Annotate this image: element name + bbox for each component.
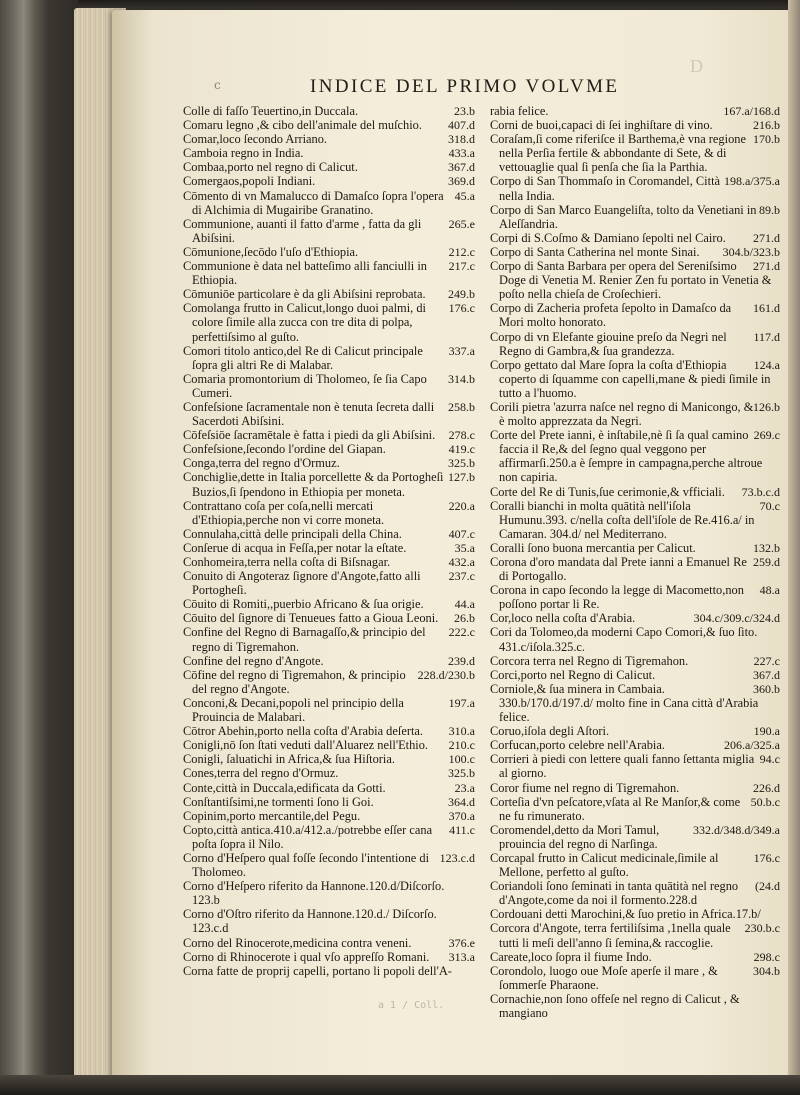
index-entry: [183, 851, 475, 879]
index-entry-text: Communione è data nel batteſimo alli fanciulli in Ethiopia.: [183, 259, 427, 288]
index-entry-text: Corpo di San Marco Euangeliſta, tolto da Venetiani in Aleſſandria.: [490, 202, 757, 231]
index-entry: [490, 781, 780, 795]
book-binding-spine: [0, 0, 78, 1095]
index-entry: [490, 907, 780, 921]
index-entry: [490, 118, 780, 132]
index-entry-page-ref: 176.c: [753, 850, 780, 865]
index-entry-page-ref: 35.a: [454, 540, 475, 555]
index-entry: [490, 132, 780, 174]
index-entry: [490, 964, 780, 992]
index-entry-text: Colle di faſſo Teuertino,in Duccala.: [183, 104, 359, 118]
index-entry-page-ref: 278.c: [448, 428, 475, 443]
index-entry: [183, 301, 475, 343]
index-entry: [183, 104, 475, 118]
index-entry-text: Corpo di vn Elefante giouine preſo da Negri nel Regno di Gambra,& ſua grandezza.: [490, 329, 727, 358]
index-entry-page-ref: 127.b: [448, 470, 475, 485]
index-entry: [183, 668, 475, 696]
index-entry-text: Confeſsione ſacramentale non è tenuta ſecreta dalli Sacerdoti Abiſsini.: [183, 399, 435, 429]
index-entry-text: Cornachie,non ſono offeſe nel regno di Calicut , & mangiano: [490, 991, 740, 1020]
index-entry-page-ref: 407.c: [448, 526, 475, 541]
index-entry-text: Corfucan,porto celebre nell'Arabia.: [490, 738, 665, 753]
index-entry-text: Cori da Tolomeo,da moderni Capo Comori,& ſuo ſito. 431.c/iſola.325.c.: [490, 625, 758, 654]
index-entry-text: Conconi,& Decani,popoli nel principio della Prouincia de Malabari.: [183, 695, 404, 725]
index-entry: [183, 344, 475, 372]
index-entry-page-ref: 220.a: [448, 498, 475, 513]
next-page-edge: [788, 0, 800, 1095]
index-entry: [183, 950, 475, 964]
index-entry-text: Confine del regno d'Angote.: [183, 653, 324, 668]
index-entry: [183, 118, 475, 132]
index-entry: [183, 611, 475, 625]
index-entry-page-ref: 376.e: [448, 935, 475, 950]
index-entry: [183, 146, 475, 160]
index-entry-text: Coraſam,ſi come riferiſce il Barthema,è vna regione nella Perſia fertile & abbondante di Sete, & di vettouaglie qual ſi penſa che ſia la Parthia.: [490, 132, 746, 175]
index-entry-page-ref: 217.c: [448, 259, 475, 274]
index-entry-text: Cōfeſsiōe ſacramētale è fatta i piedi da gli Abiſsini.: [183, 428, 436, 443]
index-entry: [183, 470, 475, 498]
index-entry-text: Corte del Re di Tunis,ſue cerimonie,& vfficiali.: [490, 484, 725, 499]
index-entry: [183, 964, 475, 978]
index-entry-text: Cordouani detti Marochini,& ſuo pretio in Africa.17.b/: [490, 907, 761, 922]
index-entry-text: Corniole,& ſua minera in Cambaia. 330.b/170.d/197.d/ molto fine in Cana città d'Arabia felice.: [490, 681, 759, 725]
index-entry-page-ref: 310.a: [448, 724, 475, 739]
index-entry-text: Comolanga frutto in Calicut,longo duoi palmi, di colore ſimile alla zucca con tre dita di polpa, perfettiſsimo al guſto.: [183, 301, 426, 344]
index-entry: [183, 287, 475, 301]
index-entry-page-ref: 318.d: [448, 132, 475, 147]
index-entry: [490, 174, 780, 202]
index-entry-page-ref: 124.a: [753, 357, 780, 372]
index-entry: [183, 245, 475, 259]
index-entry-page-ref: 48.a: [759, 583, 780, 598]
index-entry-text: Corna fatte de proprij capelli, portano li popoli dell'A-: [183, 963, 452, 978]
index-entry: [183, 132, 475, 146]
index-entry: [183, 781, 475, 795]
index-entry-page-ref: 50.b.c: [750, 794, 780, 809]
index-entry-text: Camboia regno in India.: [183, 146, 304, 161]
index-entry: [490, 499, 780, 541]
index-entry-page-ref: 271.d: [753, 259, 780, 274]
index-entry-page-ref: 249.b: [448, 287, 475, 302]
index-entry-page-ref: 123.c.d: [439, 850, 475, 865]
index-entry-page-ref: (24.d: [755, 879, 780, 894]
index-entry-page-ref: 126.b: [753, 399, 780, 414]
index-entry: [490, 203, 780, 231]
index-entry-text: Conuito di Angoteraz ſignore d'Angote,fatto alli Portogheſi.: [183, 569, 421, 598]
index-entry-text: Cor,loco nella coſta d'Arabia.: [490, 611, 636, 626]
index-entry: [183, 738, 475, 752]
index-entry-text: Corno d'Heſpero riferito da Hannone.120.d/Diſcorſo. 123.b: [183, 879, 445, 908]
index-entry: [490, 921, 780, 949]
index-entry: [490, 682, 780, 724]
index-entry-text: Conſerue di acqua in Feſſa,per notar la eſtate.: [183, 540, 407, 555]
index-entry: [183, 654, 475, 668]
index-entry-page-ref: 269.c: [753, 428, 780, 443]
index-entry-text: Cōuito del ſignore di Tenueues fatto a Gioua Leoni.: [183, 611, 439, 626]
pencil-note: a 1 / Coll.: [378, 1000, 445, 1011]
index-entry-page-ref: 206.a/325.a: [724, 738, 780, 753]
index-entry-page-ref: 100.c: [448, 752, 475, 767]
index-entry-text: Comori titolo antico,del Re di Calicut principale ſopra gli altri Re di Malabar.: [183, 343, 423, 372]
index-entry-text: Corcora d'Angote, terra fertiliſsima ,1nella quale tutti li meſi dell'anno ſi ſemina,& raccoglie.: [490, 921, 731, 950]
index-entry-text: Conſtantiſsimi,ne tormenti ſono li Goi.: [183, 794, 374, 809]
index-entry-page-ref: 332.d/348.d/349.a: [693, 822, 780, 837]
index-entry: [490, 752, 780, 780]
index-entry: [490, 428, 780, 484]
index-entry: [183, 879, 475, 907]
index-entry-page-ref: 304.c/309.c/324.d: [693, 611, 780, 626]
index-entry-text: Cōmuniōe particolare è da gli Abiſsini reprobata.: [183, 287, 426, 302]
index-entry-text: Conte,città in Duccala,edificata da Gotti.: [183, 780, 386, 795]
index-entry-page-ref: 407.d: [448, 118, 475, 133]
index-entry-text: Comaru legno ,& cibo dell'animale del muſchio.: [183, 118, 422, 133]
index-entry-text: Coruo,iſola degli Aſtori.: [490, 724, 610, 739]
index-entry: [183, 527, 475, 541]
index-entry: [490, 555, 780, 583]
index-entry-page-ref: 226.d: [753, 780, 780, 795]
index-entry-page-ref: 313.a: [448, 949, 475, 964]
index-entry-text: Coromendel,detto da Mori Tamul, prouincia del regno di Narſinga.: [490, 822, 660, 851]
index-entry-page-ref: 367.d: [448, 160, 475, 175]
index-entry-text: Corili pietra 'azurra naſce nel regno di Manicongo, & è molto apprezzata da Negri.: [490, 399, 754, 429]
index-entry-page-ref: 337.a: [448, 343, 475, 358]
index-entry: [183, 499, 475, 527]
index-entry-text: Communione, auanti il fatto d'arme , fatta da gli Abiſsini.: [183, 216, 422, 245]
index-entry-page-ref: 198.a/375.a: [724, 174, 780, 189]
index-entry: [490, 668, 780, 682]
index-entry-page-ref: 364.d: [448, 794, 475, 809]
index-entry-page-ref: 44.a: [454, 597, 475, 612]
index-entry-text: Corpo di Santa Barbara per opera del Sereniſsimo Doge di Venetia M. Renier Zen fu portato in Venetia & poſto nella chieſa de Croſechieri.: [490, 259, 772, 302]
index-entry: [490, 301, 780, 329]
index-entry-text: Coralli ſono buona mercantia per Calicut.: [490, 540, 696, 555]
index-entry: [490, 654, 780, 668]
index-entry-text: Conigli, ſaluatichi in Africa,& ſua Hiſtoria.: [183, 752, 395, 767]
index-entry-text: Cōfine del regno di Tigremahon, & principio del regno d'Angote.: [183, 667, 406, 696]
index-entry-text: Conga,terra del regno d'Ormuz.: [183, 456, 340, 471]
index-entry: [490, 625, 780, 653]
index-entry-page-ref: 70.c: [759, 498, 780, 513]
index-entry: [183, 372, 475, 400]
index-entry-text: Corrieri à piedi con lettere quali fanno ſettanta miglia al giorno.: [490, 752, 755, 781]
index-entry: [183, 907, 475, 935]
index-entry: [490, 104, 780, 118]
index-entry: [183, 809, 475, 823]
index-entry: [183, 696, 475, 724]
index-entry-text: Comaria promontorium di Tholomeo, ſe ſia Capo Cumeri.: [183, 371, 427, 400]
index-entry: [183, 442, 475, 456]
index-entry-page-ref: 212.c: [448, 244, 475, 259]
index-entry-page-ref: 94.c: [759, 752, 780, 767]
index-entry-page-ref: 433.a: [448, 146, 475, 161]
index-entry-text: Cōmunione,ſecōdo l'uſo d'Ethiopia.: [183, 244, 359, 259]
index-entry-text: Coror fiume nel regno di Tigremahon.: [490, 780, 680, 795]
index-entry-text: Conchiglie,dette in Italia porcellette & da Portogheſi Buzios,ſi ſpendono in Ethiopia per moneta.: [183, 470, 444, 499]
index-entry-text: Cōmento di vn Mamalucco di Damaſco ſopra l'opera di Alchimia di Mugairibe Granatino.: [183, 188, 444, 217]
index-entry-page-ref: 216.b: [753, 118, 780, 133]
index-entry-page-ref: 167.a/168.d: [723, 104, 780, 118]
index-entry: [490, 231, 780, 245]
index-entry-text: Confeſsione,ſecondo l'ordine del Giapan.: [183, 442, 386, 457]
index-entry-page-ref: 411.c: [449, 822, 475, 837]
index-entry-page-ref: 304.b: [753, 963, 780, 978]
index-entry-page-ref: 23.b: [454, 104, 475, 118]
index-entry-text: Corno di Rhinocerote i qual vſo appreſſo Romani.: [183, 949, 430, 964]
index-entry-page-ref: 259.d: [753, 555, 780, 569]
index-entry-text: Connulaha,città delle principali della China.: [183, 526, 402, 541]
index-entry-text: Corona d'oro mandata dal Prete ianni a Emanuel Re di Portogallo.: [490, 555, 747, 584]
index-entry-page-ref: 117.d: [753, 329, 780, 344]
index-entry-text: rabia felice.: [490, 104, 549, 118]
index-entry-page-ref: 230.b.c: [744, 921, 780, 936]
index-entry-text: Corondolo, luogo oue Moſe aperſe il mare , & ſommerſe Pharaone.: [490, 963, 718, 992]
index-entry-text: Corno d'Oſtro riferito da Hannone.120.d./ Diſcorſo. 123.c.d: [183, 907, 437, 936]
index-entry-text: Comergaos,popoli Indiani.: [183, 174, 316, 189]
index-entry-page-ref: 170.b: [753, 132, 780, 147]
index-entry-page-ref: 210.c: [448, 738, 475, 753]
index-entry: [490, 330, 780, 358]
index-entry: [183, 569, 475, 597]
index-entry-page-ref: 227.c: [753, 653, 780, 668]
index-entry-page-ref: 197.a: [448, 695, 475, 710]
page-title: INDICE DEL PRIMO VOLVME: [310, 76, 620, 97]
index-entry: [183, 597, 475, 611]
index-entry-text: Contrattano coſa per coſa,nelli mercati d'Ethiopia,perche non vi corre moneta.: [183, 498, 385, 527]
index-entry-text: Corpo di Santa Catherina nel monte Sinai.: [490, 244, 700, 259]
index-entry-text: Confine del Regno di Barnagaſſo,& principio del regno di Tigremahon.: [183, 625, 426, 654]
folio-mark: c: [214, 78, 221, 92]
index-entry: [183, 752, 475, 766]
index-entry-page-ref: 222.c: [448, 625, 475, 640]
index-entry: [490, 485, 780, 499]
index-entry-text: Corcora terra nel Regno di Tigremahon.: [490, 653, 689, 668]
index-entry-text: Cones,terra del regno d'Ormuz.: [183, 766, 339, 781]
index-entry: [490, 358, 780, 400]
index-entry-page-ref: 237.c: [448, 569, 475, 584]
index-entry-page-ref: 304.b/323.b: [722, 244, 780, 259]
show-through-text: D: [690, 56, 705, 76]
index-entry-text: Coriandoli ſono ſeminati in tanta quātità nel regno d'Angote,come da noi il formento.228.d: [490, 879, 739, 908]
index-entry-text: Combaa,porto nel regno di Calicut.: [183, 160, 358, 175]
index-entry-text: Corpo di San Thommaſo in Coromandel, Città nella India.: [490, 174, 721, 203]
index-entry-page-ref: 45.a: [454, 188, 475, 203]
index-entry: [490, 583, 780, 611]
index-entry: [183, 724, 475, 738]
index-entry-text: Corcapal frutto in Calicut medicinale,ſimile al Mellone, perfetto al guſto.: [490, 850, 719, 880]
index-entry-page-ref: 325.b: [448, 766, 475, 781]
index-entry-page-ref: 360.b: [753, 681, 780, 696]
index-entry-page-ref: 176.c: [448, 301, 475, 316]
index-entry-text: Copto,città antica.410.a/412.a./potrebbe eſſer cana poſta ſopra il Nilo.: [183, 822, 433, 851]
index-entry-text: Conhomeira,terra nella coſta di Biſsnagar.: [183, 555, 391, 569]
index-entry-text: Corni de buoi,capaci di ſei inghiſtare di vino.: [490, 118, 713, 133]
index-entry-page-ref: 258.b: [448, 399, 475, 414]
index-entry-page-ref: 367.d: [753, 667, 780, 682]
index-entry-text: Copinim,porto mercantile,del Pegu.: [183, 808, 361, 823]
index-entry-page-ref: 265.e: [448, 216, 475, 231]
index-entry-page-ref: 325.b: [448, 456, 475, 471]
index-entry: [183, 217, 475, 245]
index-entry-page-ref: 161.d: [753, 301, 780, 316]
index-entry: [183, 428, 475, 442]
index-entry-page-ref: 432.a: [448, 555, 475, 569]
index-column-left: [183, 104, 475, 978]
index-entry: [183, 400, 475, 428]
index-entry-page-ref: 298.c: [753, 949, 780, 964]
index-entry-text: Corteſia d'vn peſcatore,vſata al Re Manſor,& come ne fu rimunerato.: [490, 794, 741, 823]
index-entry-text: Corte del Prete ianni, è inſtabile,nè ſi ſa qual camino faccia il Re,& del ſegno qual veggono per affirmarſi.250.a è ſempre in campagna,perche altroue non capiria.: [490, 428, 763, 485]
index-entry-page-ref: 132.b: [753, 540, 780, 555]
index-entry-page-ref: 73.b.c.d: [741, 484, 780, 499]
index-entry: [183, 625, 475, 653]
index-entry-page-ref: 89.b: [759, 202, 780, 217]
index-entry: [183, 823, 475, 851]
index-entry-page-ref: 190.a: [753, 724, 780, 739]
index-entry-text: Conigli,nō ſon ſtati veduti dall'Aluarez nell'Ethio.: [183, 738, 429, 753]
index-entry: [490, 611, 780, 625]
index-entry-text: Corona in capo ſecondo la legge di Macometto,non poſſono portar li Re.: [490, 583, 744, 612]
index-entry-page-ref: 370.a: [448, 808, 475, 823]
index-entry-page-ref: 26.b: [454, 611, 475, 626]
index-entry: [183, 766, 475, 780]
index-entry: [490, 879, 780, 907]
index-entry: [490, 259, 780, 301]
index-entry-page-ref: 314.b: [448, 371, 475, 386]
index-entry-text: Coralli bianchi in molta quātità nell'iſola Humunu.393. c/nella coſta dell'iſole de Re.416.a/ in Camaran. 304.d/ nel Mediterrano.: [490, 498, 755, 541]
index-entry-text: Corno d'Heſpero qual foſſe ſecondo l'intentione di Tholomeo.: [183, 850, 430, 880]
index-entry: [183, 189, 475, 217]
index-entry: [183, 259, 475, 287]
index-entry: [183, 541, 475, 555]
index-entry-text: Cōuito di Romiti,,puerbio Africano & ſua origie.: [183, 597, 424, 612]
index-entry: [490, 950, 780, 964]
index-entry-text: Comar,loco ſecondo Arriano.: [183, 132, 328, 147]
index-entry: [183, 555, 475, 569]
index-entry-text: Careate,loco ſopra il fiume Indo.: [490, 949, 652, 964]
index-entry-text: Cōtror Abehin,porto nella coſta d'Arabia deſerta.: [183, 724, 423, 739]
index-entry-page-ref: 239.d: [448, 653, 475, 668]
index-entry: [490, 992, 780, 1020]
index-entry: [490, 851, 780, 879]
index-entry-text: Corpo gettato dal Mare ſopra la coſta d'Ethiopia coperto di ſquamme con capelli,mane & piedi ſimile in tutto a l'huomo.: [490, 357, 771, 400]
index-entry-page-ref: 228.d/230.b: [417, 667, 475, 682]
index-column-right: [490, 104, 780, 1020]
index-entry-text: Corpo di Zacheria profeta ſepolto in Damaſco da Mori molto honorato.: [490, 301, 732, 330]
index-entry-text: Corno del Rinocerote,medicina contra veneni.: [183, 935, 412, 950]
index-entry: [183, 160, 475, 174]
index-entry: [183, 795, 475, 809]
index-entry-page-ref: 419.c: [448, 442, 475, 457]
index-entry-text: Corpi di S.Coſmo & Damiano ſepolti nel Cairo.: [490, 230, 726, 245]
index-entry: [183, 456, 475, 470]
index-entry: [490, 724, 780, 738]
index-entry: [183, 174, 475, 188]
index-entry-page-ref: 271.d: [753, 230, 780, 245]
index-entry-page-ref: 23.a: [454, 780, 475, 795]
index-entry: [490, 823, 780, 851]
index-entry: [490, 738, 780, 752]
index-entry: [490, 541, 780, 555]
index-entry: [183, 936, 475, 950]
index-entry: [490, 795, 780, 823]
book-binding-bottom: [0, 1075, 800, 1095]
index-entry-text: Corci,porto nel Regno di Calicut.: [490, 667, 656, 682]
index-entry: [490, 245, 780, 259]
index-entry: [490, 400, 780, 428]
index-entry-page-ref: 369.d: [448, 174, 475, 189]
